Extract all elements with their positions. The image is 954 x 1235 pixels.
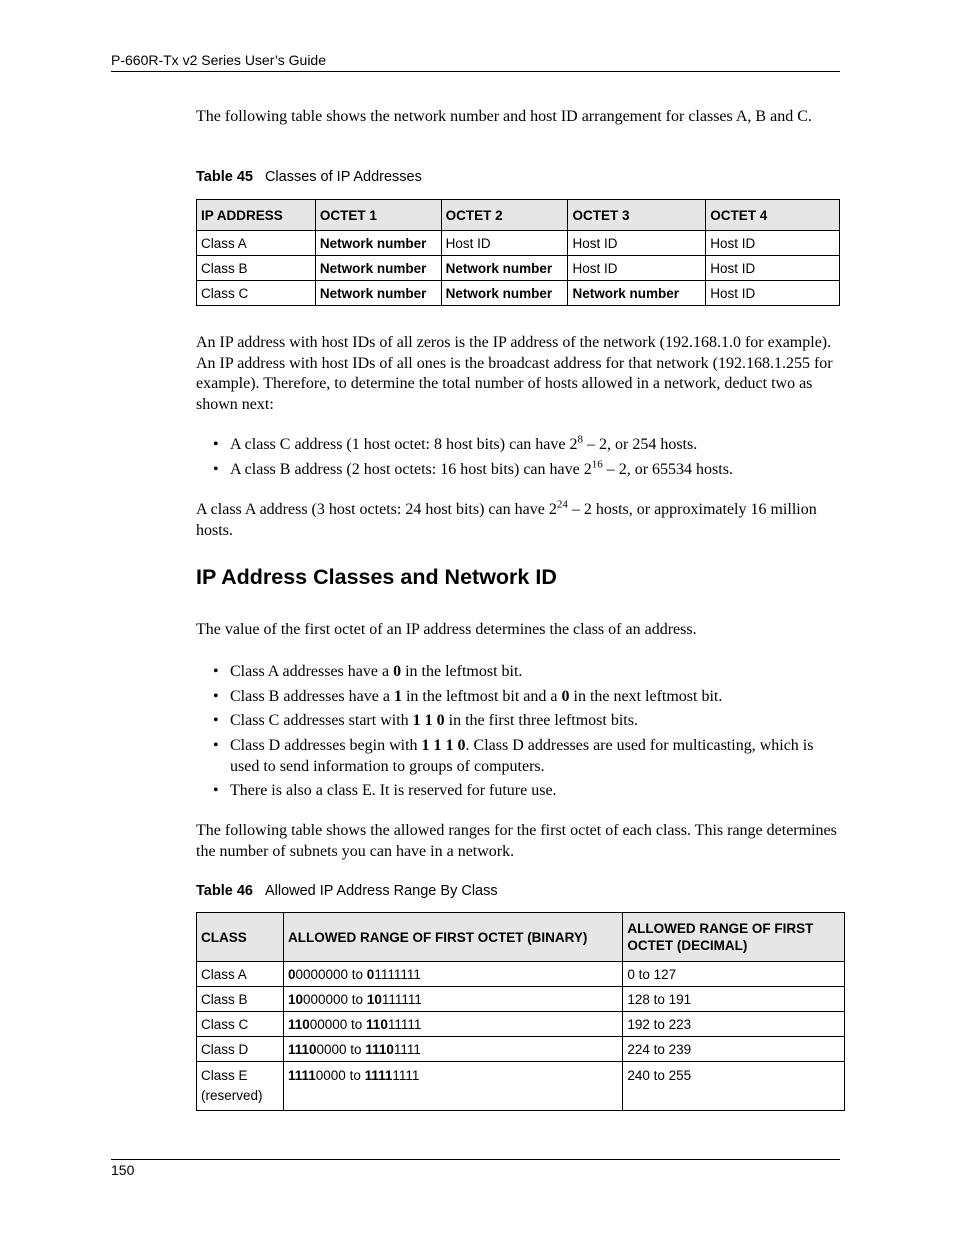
- table-cell: [197, 1062, 284, 1111]
- bold-bits: 110: [366, 1016, 388, 1032]
- table-46-label: Table 46: [196, 883, 253, 899]
- list-item-text: in the first three leftmost bits.: [444, 712, 638, 729]
- paragraph-text: A class A address (3 host octets: 24 host bits) can have 2: [196, 501, 557, 518]
- bold-bits: 1110: [365, 1041, 394, 1057]
- host-count-paragraph: An IP address with host IDs of all zeros is the IP address of the network (192.168.1.0 for example). An IP address with host IDs of all ones is the broadcast address for that network (192.168.1.255 for example). Therefore, to determine the total number of hosts allowed in a network, deduct two as shown next:: [196, 334, 833, 413]
- table-row: [197, 1037, 845, 1062]
- table-cell: [283, 1062, 622, 1111]
- bold-bits: 10: [366, 991, 382, 1007]
- column-header: OCTET 3: [568, 200, 706, 231]
- column-header: OCTET 4: [706, 200, 840, 231]
- table-row: [197, 281, 840, 306]
- bold-bits: 1: [393, 687, 402, 705]
- list-item: [196, 735, 844, 777]
- table-cell: 240 to 255: [623, 1062, 845, 1111]
- table-row: [197, 1062, 845, 1111]
- list-item-text: Class A addresses have a: [230, 663, 394, 680]
- table-46-caption: [196, 883, 498, 899]
- cell-text: to: [346, 1041, 366, 1057]
- list-item: [196, 459, 844, 480]
- intro-paragraph: The following table shows the network number and host ID arrangement for classes A, B and C.: [196, 108, 812, 125]
- table-cell: 224 to 239: [623, 1037, 845, 1062]
- classes-of-ip-addresses-table: [196, 199, 840, 306]
- table-45-caption: [196, 169, 422, 185]
- list-item-text: in the next leftmost bit.: [569, 687, 723, 705]
- table-cell: Network number: [315, 256, 441, 281]
- bold-bits: 0: [366, 966, 375, 982]
- list-item-text: A class B address (2 host octets: 16 host bits) can have 2: [230, 461, 592, 478]
- section-intro-paragraph: The value of the first octet of an IP address determines the class of an address.: [196, 621, 697, 638]
- table-row: [197, 987, 845, 1012]
- table-cell: 192 to 223: [623, 1012, 845, 1037]
- table-cell: [283, 962, 622, 987]
- cell-text: 111111: [381, 991, 422, 1007]
- host-count-list: [196, 434, 844, 480]
- cell-text: 1111111: [374, 966, 421, 982]
- table-46-title: Allowed IP Address Range By Class: [264, 883, 498, 899]
- paragraph-text: – 2 hosts, or approximately 16 million hosts.: [196, 501, 817, 539]
- exponent: 8: [577, 433, 583, 446]
- bold-bits: 110: [287, 1016, 310, 1032]
- list-item-text: Class D addresses begin with: [230, 736, 422, 754]
- cell-text: (reserved): [201, 1088, 263, 1103]
- cell-text: 1111: [392, 1068, 420, 1083]
- bold-bits: 0: [393, 663, 402, 680]
- table-cell: Class B: [197, 256, 316, 281]
- cell-text: to: [345, 1068, 365, 1083]
- table-row: [197, 256, 840, 281]
- table-row: [197, 962, 845, 987]
- column-header: IP ADDRESS: [197, 200, 316, 231]
- table-cell: Host ID: [706, 231, 840, 256]
- table-cell: Class D: [197, 1037, 284, 1062]
- list-item-text: There is also a class E. It is reserved for future use.: [230, 782, 557, 799]
- cell-text: to: [348, 991, 367, 1007]
- cell-text: to: [348, 966, 367, 982]
- table-cell: Host ID: [568, 256, 706, 281]
- bold-bits: 1 1 1 0: [421, 736, 466, 754]
- bold-bits: 1111: [364, 1068, 393, 1083]
- list-item-text: A class C address (1 host octet: 8 host bits) can have 2: [230, 436, 578, 453]
- running-header-title: P-660R-Tx v2 Series User’s Guide: [111, 52, 327, 68]
- bold-bits: 10: [287, 991, 303, 1007]
- table-cell: 128 to 191: [623, 987, 845, 1012]
- cell-text: to: [347, 1016, 367, 1032]
- bold-bits: 0: [561, 687, 570, 705]
- class-a-paragraph: [196, 500, 844, 541]
- cell-text: Class E: [201, 1068, 248, 1083]
- bold-bits: 1 1 0: [412, 712, 445, 729]
- table-cell: Network number: [441, 256, 568, 281]
- exponent: 16: [591, 458, 603, 471]
- table-cell: Network number: [568, 281, 706, 306]
- header-rule: [111, 71, 840, 72]
- cell-text: 0000: [316, 1041, 347, 1057]
- bold-bits: 1110: [287, 1041, 317, 1057]
- list-item-text: in the leftmost bit and a: [401, 687, 562, 705]
- cell-text: 00000: [309, 1016, 348, 1032]
- table-cell: [283, 1037, 622, 1062]
- table-cell: Class A: [197, 962, 284, 987]
- table-45-label: Table 45: [196, 169, 253, 185]
- table-cell: Host ID: [568, 231, 706, 256]
- exponent: 24: [556, 498, 568, 511]
- table-cell: Host ID: [706, 281, 840, 306]
- cell-text: 11111: [387, 1016, 422, 1032]
- column-header: OCTET 1: [315, 200, 441, 231]
- list-item: [196, 710, 844, 731]
- list-item-text: – 2, or 65534 hosts.: [602, 461, 733, 478]
- list-item: [196, 661, 844, 682]
- list-item-text: in the leftmost bit.: [401, 663, 523, 680]
- class-bits-list: [196, 661, 844, 801]
- table-header-row: [197, 913, 845, 962]
- allowed-ip-range-table: [196, 912, 845, 1111]
- table-cell: Network number: [315, 231, 441, 256]
- list-item-text: . Class D addresses are used for multicasting, which is used to send information to groups of computers.: [230, 736, 814, 775]
- table-cell: Class C: [197, 281, 316, 306]
- table-cell: Host ID: [706, 256, 840, 281]
- cell-text: 0000: [315, 1068, 346, 1083]
- page-number: 150: [111, 1162, 135, 1178]
- table-cell: [283, 1012, 622, 1037]
- table-row: [197, 1012, 845, 1037]
- table-45-title: Classes of IP Addresses: [264, 169, 422, 185]
- list-item-text: Class B addresses have a: [230, 687, 394, 705]
- column-header: OCTET 2: [441, 200, 568, 231]
- table-cell: [283, 987, 622, 1012]
- list-item-text: – 2, or 254 hosts.: [583, 436, 698, 453]
- table-cell: Class B: [197, 987, 284, 1012]
- table-cell: Class C: [197, 1012, 284, 1037]
- list-item: [196, 686, 844, 707]
- list-item: [196, 434, 844, 455]
- table-cell: Network number: [441, 281, 568, 306]
- list-item-text: Class C addresses start with: [230, 712, 413, 729]
- cell-text: 0000000: [295, 966, 349, 982]
- cell-text: 1111: [393, 1041, 421, 1057]
- column-header: CLASS: [197, 913, 284, 962]
- list-item: [196, 780, 844, 801]
- bold-bits: 1111: [287, 1068, 316, 1083]
- bold-bits: 0: [287, 966, 296, 982]
- table-cell: Network number: [315, 281, 441, 306]
- column-header: ALLOWED RANGE OF FIRST OCTET (BINARY): [283, 913, 622, 962]
- range-paragraph: The following table shows the allowed ranges for the first octet of each class. This range determines the number of subnets you can have in a network.: [196, 822, 837, 860]
- table-cell: Host ID: [441, 231, 568, 256]
- section-heading: IP Address Classes and Network ID: [196, 565, 557, 589]
- footer-rule: [111, 1159, 840, 1160]
- table-cell: 0 to 127: [623, 962, 845, 987]
- cell-text: 000000: [302, 991, 349, 1007]
- table-row: [197, 231, 840, 256]
- table-cell: Class A: [197, 231, 316, 256]
- table-header-row: [197, 200, 840, 231]
- column-header: ALLOWED RANGE OF FIRST OCTET (DECIMAL): [623, 913, 845, 962]
